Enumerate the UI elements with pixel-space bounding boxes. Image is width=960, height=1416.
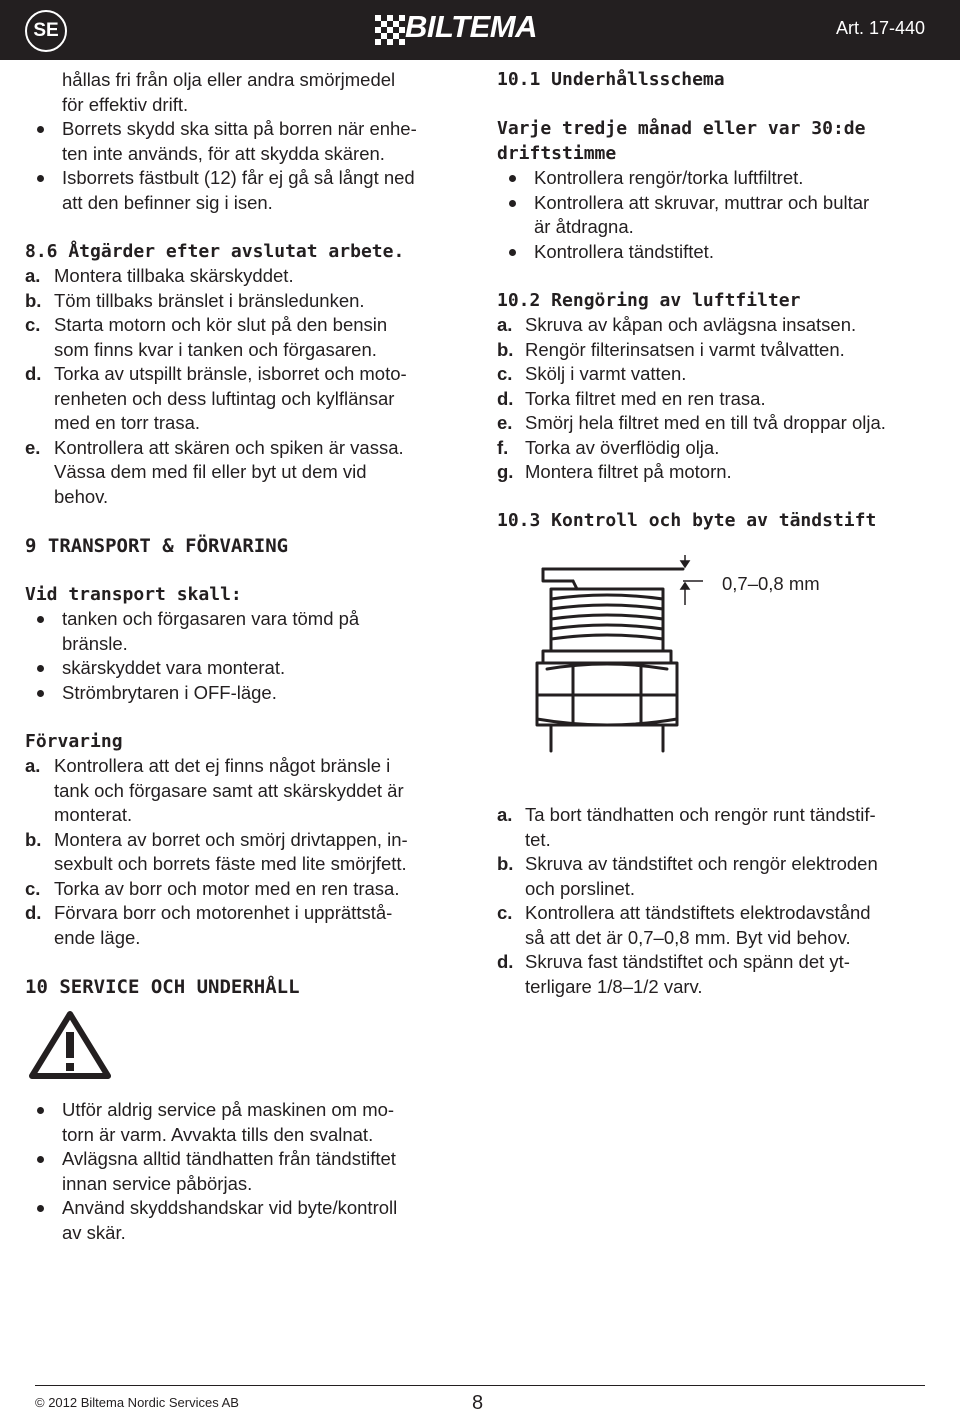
checkered-flag-icon <box>375 15 405 45</box>
list-item: Kontrollera att skruvar, muttrar och bultar är åtdragna. <box>497 191 942 240</box>
list-item: c. Kontrollera att tändstiftets elektrodavstånd så att det är 0,7–0,8 mm. Byt vid behov. <box>497 902 871 948</box>
list-item: Avlägsna alltid tändhatten från tändstiftet innan service påbörjas. <box>25 1147 475 1196</box>
language-badge: SE <box>25 10 67 52</box>
article-number: Art. 17-440 <box>835 18 925 38</box>
section-heading: 9 TRANSPORT & FÖRVARING <box>25 534 289 557</box>
list-item: Kontrollera rengör/torka luftfiltret. <box>497 166 942 191</box>
list-item: Kontrollera tändstiftet. <box>497 240 942 265</box>
list-item: Borrets skydd ska sitta på borren när enhe- ten inte används, för att skydda skären. <box>25 117 475 166</box>
list-item: g. Montera filtret på motorn. <box>497 461 732 482</box>
gap-measurement-label: 0,7–0,8 mm <box>722 573 820 594</box>
subsection-heading: Förvaring <box>25 730 123 752</box>
list-item: Använd skyddshandskar vid byte/kontroll av skär. <box>25 1196 475 1245</box>
subsection-heading: Vid transport skall: <box>25 583 242 605</box>
section-heading: 10 SERVICE OCH UNDERHÅLL <box>25 975 300 998</box>
section-heading: 8.6 Åtgärder efter avslutat arbete. <box>25 240 405 262</box>
list-item: b. Skruva av tändstiftet och rengör elektroden och porslinet. <box>497 853 878 899</box>
list-item: skärskyddet vara monterat. <box>25 656 475 681</box>
section-heading: 10.2 Rengöring av luftfilter <box>497 289 801 311</box>
spark-plug-steps <box>497 803 942 999</box>
warning-list <box>25 1098 475 1245</box>
subsection-heading: Varje tredje månad eller var 30:de driftstimme <box>497 118 866 164</box>
page-header <box>0 0 960 60</box>
list-item: e. Smörj hela filtret med en till två droppar olja. <box>497 412 886 433</box>
list-item: d. Torka filtret med en ren trasa. <box>497 387 766 409</box>
section-heading: 10.1 Underhållsschema <box>497 69 725 90</box>
list-item: b. Rengör filterinsatsen i varmt tvålvatten. <box>497 338 845 360</box>
list-item: c. Starta motorn och kör slut på den bensin som finns kvar i tanken och förgasaren. <box>25 314 388 360</box>
list-item: b. Töm tillbaks bränslet i bränsledunken. <box>25 289 365 311</box>
list-item: a. Skruva av kåpan och avlägsna insatsen. <box>497 314 857 335</box>
list-item: a. Kontrollera att det ej finns något bränsle i tank och förgasare samt att skärskyddet är monterat. <box>25 755 404 825</box>
list-item: a. Ta bort tändhatten och rengör runt tändstif- tet. <box>497 804 876 850</box>
list-item: Strömbrytaren i OFF-läge. <box>25 681 475 706</box>
list-item: tanken och förgasaren vara tömd på bränsle. <box>25 607 475 656</box>
brand-wordmark: BILTEMA <box>405 9 537 44</box>
list-item: c. Torka av borr och motor med en ren trasa. <box>25 877 400 899</box>
biltema-logo <box>375 9 585 48</box>
list-item: d. Skruva fast tändstiftet och spänn det yt- terligare 1/8–1/2 varv. <box>497 951 850 997</box>
continued-text: hållas fri från olja eller andra smörjmedel för effektiv drift. <box>62 69 396 115</box>
page-number: 8 <box>472 1392 484 1414</box>
right-column <box>497 68 942 534</box>
list-item: f. Torka av överflödig olja. <box>497 436 720 458</box>
list-item: d. Torka av utspillt bränsle, isborret och moto- renheten och dess luftintag och kylflänsar med en torr trasa. <box>25 363 407 433</box>
list-item: d. Förvara borr och motorenhet i upprättstå- ende läge. <box>25 902 393 948</box>
warning-icon <box>28 1010 112 1085</box>
list-item: c. Skölj i varmt vatten. <box>497 363 687 384</box>
spark-plug-illustration <box>533 555 723 760</box>
list-item: b. Montera av borret och smörj drivtappen, in- sexbult och borrets fäste med lite smörjfett. <box>25 828 408 874</box>
list-item: Isborrets fästbult (12) får ej gå så långt ned att den befinner sig i isen. <box>25 166 475 215</box>
list-item: Utför aldrig service på maskinen om mo- torn är varm. Avvakta tills den svalnat. <box>25 1098 475 1147</box>
copyright-text: © 2012 Biltema Nordic Services AB <box>35 1395 239 1410</box>
footer-divider <box>35 1385 925 1386</box>
left-column <box>25 68 475 999</box>
section-heading: 10.3 Kontroll och byte av tändstift <box>497 510 877 531</box>
list-item: a. Montera tillbaka skärskyddet. <box>25 265 294 286</box>
list-item: e. Kontrollera att skären och spiken är vassa. Vässa dem med fil eller byt ut dem vid behov. <box>25 436 404 507</box>
